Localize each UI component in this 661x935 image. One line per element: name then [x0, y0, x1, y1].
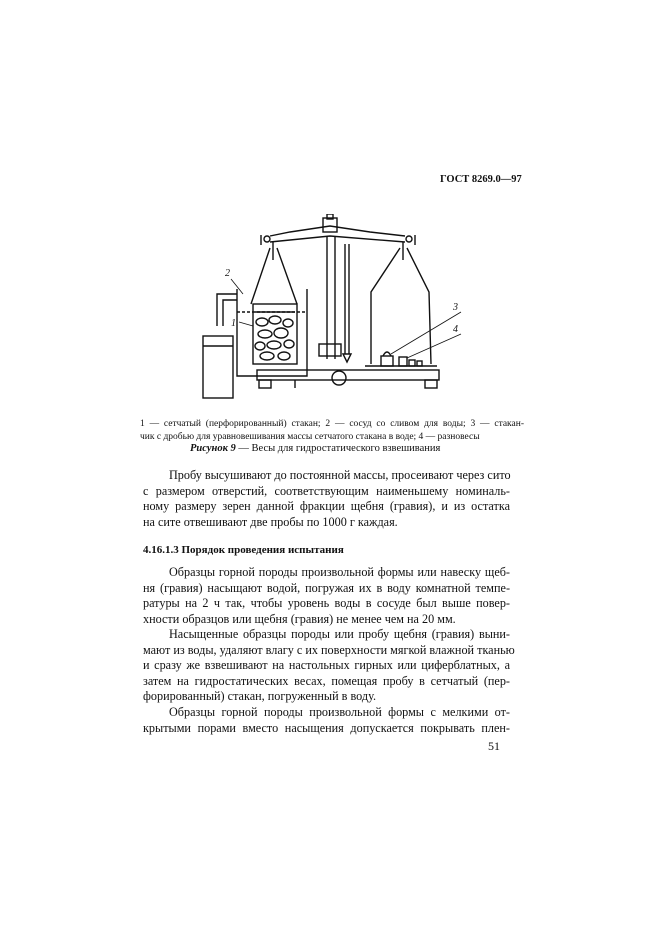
figure-title-prefix: Рисунок 9 — [190, 443, 236, 454]
vessel-with-spout — [217, 289, 307, 376]
figure-label-3: 3 — [453, 302, 458, 313]
figure-legend-line: 1 — сетчатый (перфорированный) стакан; 2 — сосуд со сливом для воды; 3 — стакан- — [140, 419, 524, 429]
figure-label-4: 4 — [453, 324, 458, 335]
overflow-container — [203, 336, 233, 398]
figure-label-2: 2 — [225, 268, 230, 279]
mesh-basket — [253, 304, 297, 364]
text-line: с размером отверстий, соответствующим наименьшему номиналь- — [143, 483, 510, 498]
figure-legend-line: чик с дробью для уравновешивания массы сетчатого стакана в воде; 4 — разновесы — [140, 432, 480, 442]
figure-title-text: — Весы для гидростатического взвешивания — [235, 443, 441, 454]
balance-base — [257, 370, 439, 388]
text-line: мают из воды, удаляют влагу с их поверхности мягкой влажной тканью — [143, 642, 515, 657]
text-line: ня (гравия) насыщают водой, погружая их в воду комнатной темпе- — [143, 580, 510, 595]
left-hanger — [251, 242, 297, 304]
section-heading: 4.16.1.3 Порядок проведения испытания — [143, 544, 344, 556]
hydrostatic-balance-figure — [195, 214, 485, 414]
figure-label-1: 1 — [231, 318, 236, 329]
text-line: Образцы горной породы произвольной формы с мелкими от- — [169, 705, 510, 719]
figure-title — [190, 443, 440, 454]
document-standard-header: ГОСТ 8269.0—97 — [440, 174, 522, 185]
text-line: Образцы горной породы произвольной формы или навеску щеб- — [169, 565, 510, 579]
paragraph-saturation — [143, 565, 510, 627]
paragraph-coating — [143, 705, 510, 736]
text-line: затем на гидростатических весах, помещая пробу в сетчатый (пер- — [143, 673, 510, 688]
text-line: на сите отвешивают две пробы по 1000 г каждая. — [143, 514, 398, 529]
text-line: хности образцов или щебня (гравия) не менее чем на 20 мм. — [143, 611, 456, 626]
text-line: Пробу высушивают до постоянной массы, просеивают через сито — [169, 468, 511, 482]
right-pan-with-weights — [365, 352, 437, 366]
text-line: и сразу же взвешивают на настольных гирных или циферблатных, а — [143, 658, 510, 673]
page-number: 51 — [488, 739, 500, 753]
right-hanger — [371, 242, 431, 364]
text-line: форированный) стакан, погруженный в воду. — [143, 689, 377, 704]
text-line: ному размеру зерен данной фракции щебня (гравия), и из остатка — [143, 499, 510, 514]
balance-beam — [261, 214, 415, 245]
text-line: Насыщенные образцы породы или пробу щебня (гравия) выни- — [169, 627, 510, 641]
text-line: ратуры на 2 ч так, чтобы уровень воды в сосуде был выше повер- — [143, 596, 510, 611]
central-column — [319, 236, 351, 362]
text-line: крытыми порами вместо насыщения допускается покрывать плен- — [143, 720, 510, 735]
figure-legend — [140, 418, 524, 444]
paragraph-sample-prep — [143, 468, 510, 530]
paragraph-weighing — [143, 627, 515, 705]
